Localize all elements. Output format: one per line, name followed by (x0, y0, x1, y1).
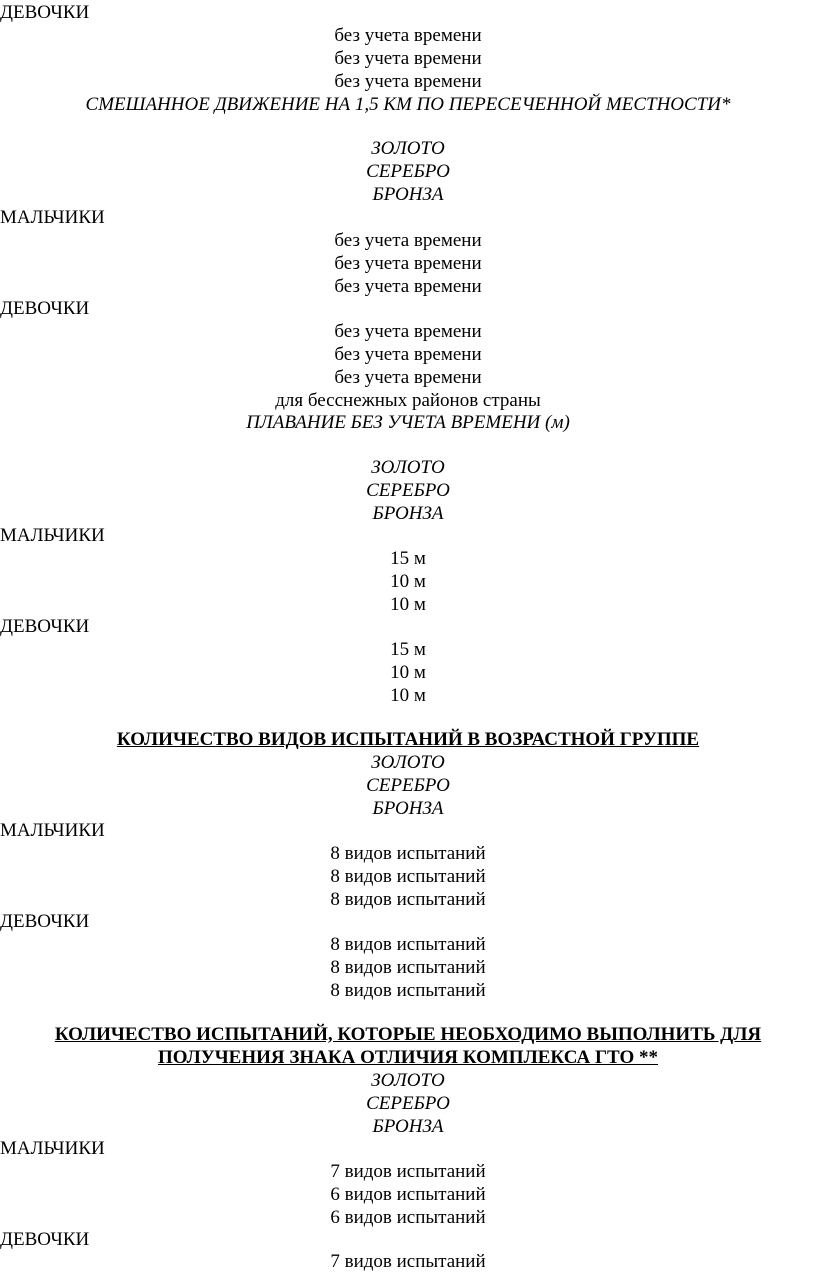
boys-value: 8 видов испытаний (330, 889, 486, 910)
medal-gold: ЗОЛОТО (371, 752, 445, 773)
boys-value: без учета времени (334, 276, 482, 297)
girls-value: 7 видов испытаний (330, 1251, 486, 1272)
girls-value: без учета времени (334, 344, 482, 365)
boys-label: МАЛЬЧИКИ (0, 525, 105, 546)
girls-value: 8 видов испытаний (330, 957, 486, 978)
section-heading-line2: ПОЛУЧЕНИЯ ЗНАКА ОТЛИЧИЯ КОМПЛЕКСА ГТО ** (158, 1047, 658, 1068)
girls-value: без учета времени (334, 367, 482, 388)
girls-label: ДЕВОЧКИ (0, 616, 90, 637)
girls-value: без учета времени (334, 321, 482, 342)
boys-value: 10 м (390, 571, 426, 592)
medal-silver: СЕРЕБРО (366, 480, 450, 501)
boys-value: 7 видов испытаний (330, 1161, 486, 1182)
medal-silver: СЕРЕБРО (366, 1093, 450, 1114)
medal-silver: СЕРЕБРО (366, 161, 450, 182)
girls-value: 8 видов испытаний (330, 980, 486, 1001)
girls-label: ДЕВОЧКИ (0, 1229, 90, 1250)
medal-gold: ЗОЛОТО (371, 138, 445, 159)
section-title: ПЛАВАНИЕ БЕЗ УЧЕТА ВРЕМЕНИ (м) (246, 412, 570, 433)
medal-bronze: БРОНЗА (372, 184, 444, 205)
girls-value: без учета времени (334, 25, 482, 46)
girls-value: 8 видов испытаний (330, 934, 486, 955)
section-heading: КОЛИЧЕСТВО ВИДОВ ИСПЫТАНИЙ В ВОЗРАСТНОЙ ГРУППЕ (116, 729, 700, 750)
medal-bronze: БРОНЗА (372, 503, 444, 524)
girls-value: 10 м (390, 662, 426, 683)
girls-value: 10 м (390, 685, 426, 706)
boys-value: 8 видов испытаний (330, 843, 486, 864)
boys-label: МАЛЬЧИКИ (0, 207, 105, 228)
boys-value: без учета времени (334, 230, 482, 251)
boys-value: 10 м (390, 594, 426, 615)
boys-label: МАЛЬЧИКИ (0, 820, 105, 841)
boys-label: МАЛЬЧИКИ (0, 1138, 105, 1159)
medal-bronze: БРОНЗА (372, 1116, 444, 1137)
girls-value: без учета времени (334, 71, 482, 92)
section-title: СМЕШАННОЕ ДВИЖЕНИЕ НА 1,5 КМ ПО ПЕРЕСЕЧЕННОЙ МЕСТНОСТИ* (85, 94, 731, 115)
medal-bronze: БРОНЗА (372, 798, 444, 819)
boys-value: 8 видов испытаний (330, 866, 486, 887)
girls-label: ДЕВОЧКИ (0, 911, 90, 932)
boys-value: без учета времени (334, 253, 482, 274)
medal-silver: СЕРЕБРО (366, 775, 450, 796)
girls-value: без учета времени (334, 48, 482, 69)
boys-value: 15 м (390, 548, 426, 569)
section-heading-line1: КОЛИЧЕСТВО ИСПЫТАНИЙ, КОТОРЫЕ НЕОБХОДИМО ВЫПОЛНИТЬ ДЛЯ (54, 1024, 762, 1045)
boys-value: 6 видов испытаний (330, 1184, 486, 1205)
medal-gold: ЗОЛОТО (371, 457, 445, 478)
girls-label: ДЕВОЧКИ (0, 2, 90, 23)
girls-value: 15 м (390, 639, 426, 660)
section-note: для бесснежных районов страны (275, 390, 541, 411)
medal-gold: ЗОЛОТО (371, 1070, 445, 1091)
girls-label: ДЕВОЧКИ (0, 298, 90, 319)
boys-value: 6 видов испытаний (330, 1207, 486, 1228)
